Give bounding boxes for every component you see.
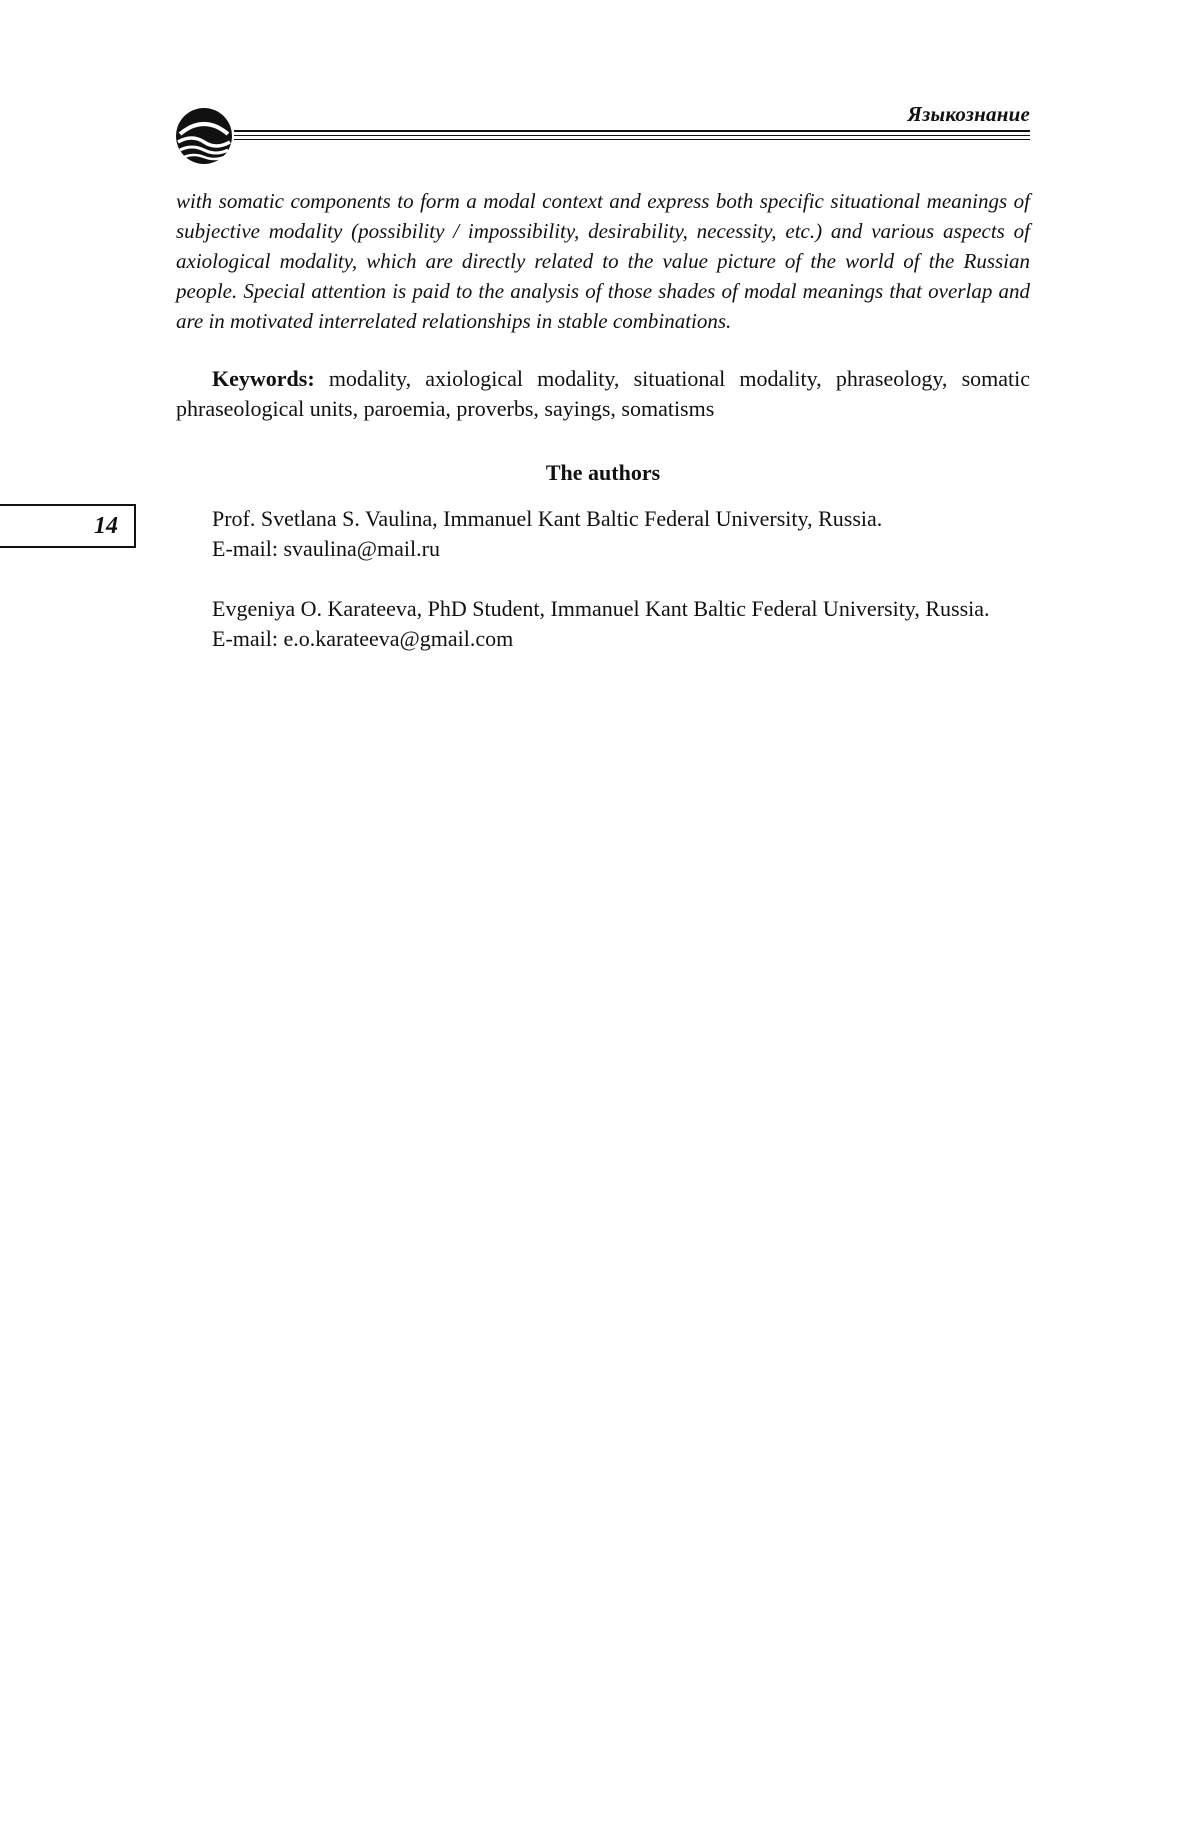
author-email: E-mail: svaulina@mail.ru	[212, 536, 440, 561]
author-affiliation: Prof. Svetlana S. Vaulina, Immanuel Kant Baltic Federal University, Russia.	[212, 506, 883, 531]
header-rule	[234, 135, 1030, 136]
page-number: 14	[94, 513, 118, 539]
page-header	[174, 100, 1030, 170]
author-entry	[176, 594, 1030, 654]
keywords-paragraph	[176, 364, 1030, 424]
running-head: Языкознание	[907, 102, 1030, 126]
header-rule	[234, 139, 1030, 140]
header-rule	[234, 130, 1030, 132]
keywords-label: Keywords:	[212, 366, 315, 391]
abstract-text: with somatic components to form a modal context and express both specific situational meanings of subjective modality (possibility / impossibility, desirability, necessity, etc.) and various aspects of axiological modality, which are directly related to the value picture of the world of the Russian people. Special attention is paid to the analysis of those shades of modal meanings that overlap and are in motivated interrelated relationships in stable combinations.	[176, 189, 1030, 333]
article-content	[176, 186, 1030, 654]
journal-wave-logo-icon	[174, 104, 234, 168]
authors-heading: The authors	[545, 460, 661, 485]
author-affiliation: Evgeniya O. Karateeva, PhD Student, Immanuel Kant Baltic Federal University, Russia.	[212, 596, 990, 621]
author-email: E-mail: e.o.karateeva@gmail.com	[212, 626, 514, 651]
author-entry	[176, 504, 1030, 564]
page-number-box	[0, 504, 136, 548]
keywords-text: modality, axiological modality, situational modality, phraseology, somatic phraseological units, paroemia, proverbs, sayings, somatisms	[176, 366, 1031, 421]
